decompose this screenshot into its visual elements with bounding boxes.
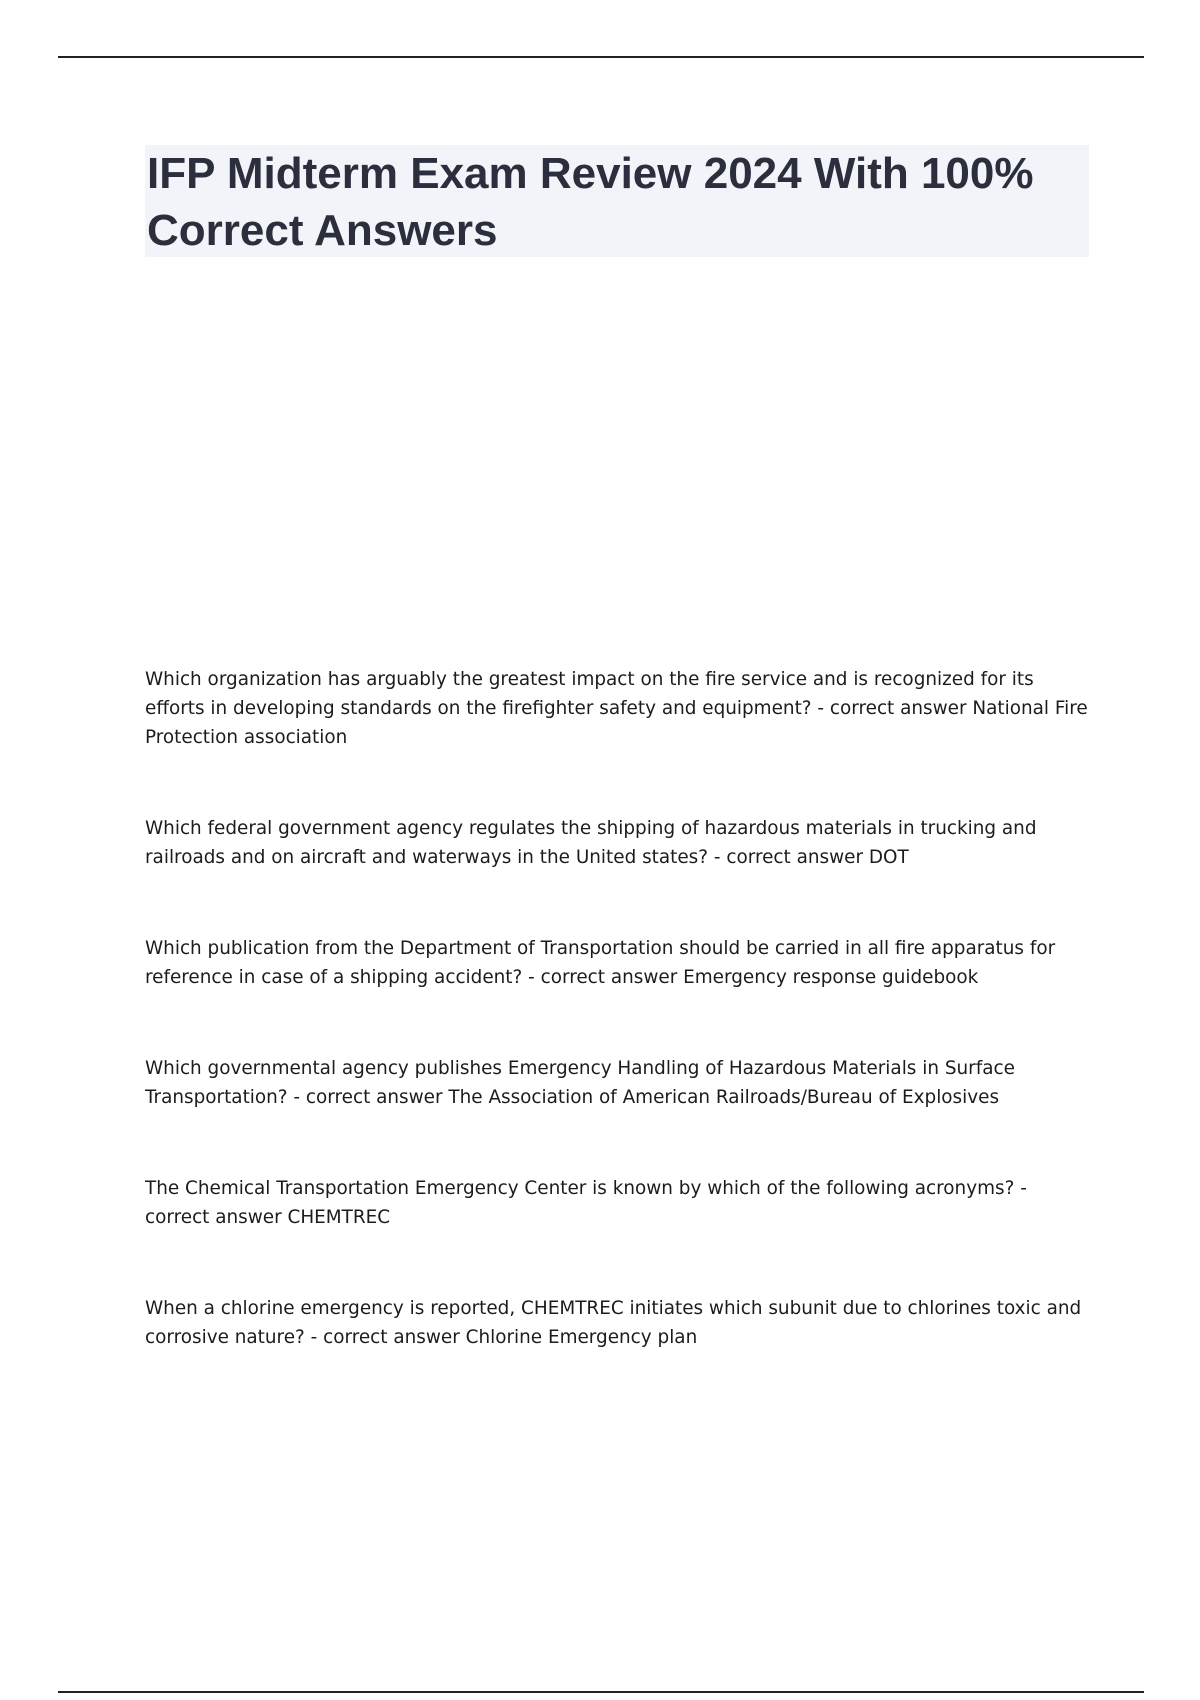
title-banner: [145, 145, 1089, 257]
top-divider: [58, 56, 1144, 58]
qa-item: Which federal government agency regulates the shipping of hazardous materials in trucking and railroads and on aircraft and waterways in the United states? - correct answer DOT: [145, 818, 1037, 868]
page-title: IFP Midterm Exam Review 2024 With 100% Correct Answers: [147, 149, 1034, 255]
qa-item: Which governmental agency publishes Emergency Handling of Hazardous Materials in Surface Transportation? - correct answer The Association of American Railroads/Bureau of Explosives: [145, 1058, 1015, 1108]
qa-item: The Chemical Transportation Emergency Center is known by which of the following acronyms? - correct answer CHEMTREC: [145, 1178, 1027, 1228]
qa-item: When a chlorine emergency is reported, CHEMTREC initiates which subunit due to chlorines toxic and corrosive nature? - correct answer Chlorine Emergency plan: [145, 1298, 1082, 1348]
bottom-divider: [58, 1691, 1144, 1693]
qa-item: Which organization has arguably the greatest impact on the fire service and is recognized for its efforts in developing standards on the firefighter safety and equipment? - correct answer National Fire Protection association: [145, 669, 1088, 748]
qa-list: [145, 665, 1095, 1352]
qa-item: Which publication from the Department of Transportation should be carried in all fire apparatus for reference in case of a shipping accident? - correct answer Emergency response guidebook: [145, 938, 1056, 988]
